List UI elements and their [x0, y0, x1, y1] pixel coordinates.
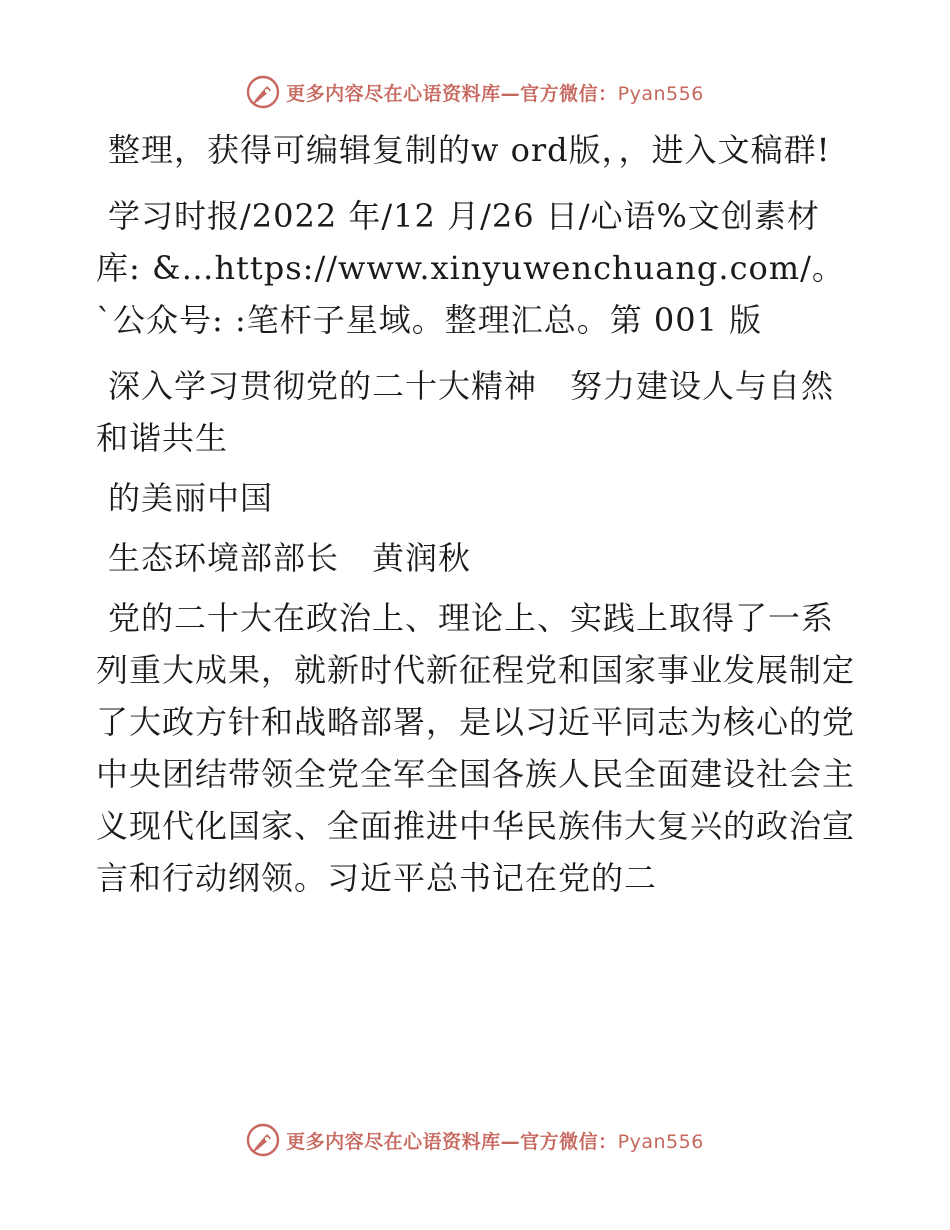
header-watermark-banner	[0, 72, 950, 112]
header-watermark	[246, 75, 704, 109]
pen-nib-logo-icon	[246, 75, 280, 109]
article-title-line-2: 的美丽中国	[108, 479, 274, 517]
footer-watermark	[246, 1123, 704, 1157]
article-title-line-1: 深入学习贯彻党的二十大精神 努力建设人与自然和谐共生	[96, 367, 835, 457]
watermark-text: 更多内容尽在心语资料库—官方微信：Pyan556	[286, 82, 704, 105]
footer-watermark-banner	[0, 1120, 950, 1160]
paragraph-body: 党的二十大在政治上、理论上、实践上取得了一系列重大成果，就新时代新征程党和国家事业发展制定了大政方针和战略部署，是以习近平同志为核心的党中央团结带领全党全军全国各族人民全面建设社会主义现代化国家、全面推进中华民族伟大复兴的政治宣言和行动纲领。习近平总书记在党的二	[96, 599, 856, 897]
paragraph-source-line: 学习时报/2022 年/12 月/26 日/心语%文创素材库: &…https://www.xinyuwenchuang.com/。`公众号: :笔杆子星域。整理汇总。第 001 版	[96, 197, 845, 339]
article-author: 生态环境部部长 黄润秋	[108, 539, 472, 577]
document-body	[96, 124, 856, 918]
watermark-text: 更多内容尽在心语资料库—官方微信：Pyan556	[286, 1130, 704, 1153]
paragraph-intro-note: 整理，获得可编辑复制的w ord版，，进入文稿群!	[108, 131, 831, 169]
pen-nib-logo-icon	[246, 1123, 280, 1157]
watermark-wechat-id: Pyan556	[617, 1130, 704, 1153]
watermark-wechat-id: Pyan556	[617, 82, 704, 105]
